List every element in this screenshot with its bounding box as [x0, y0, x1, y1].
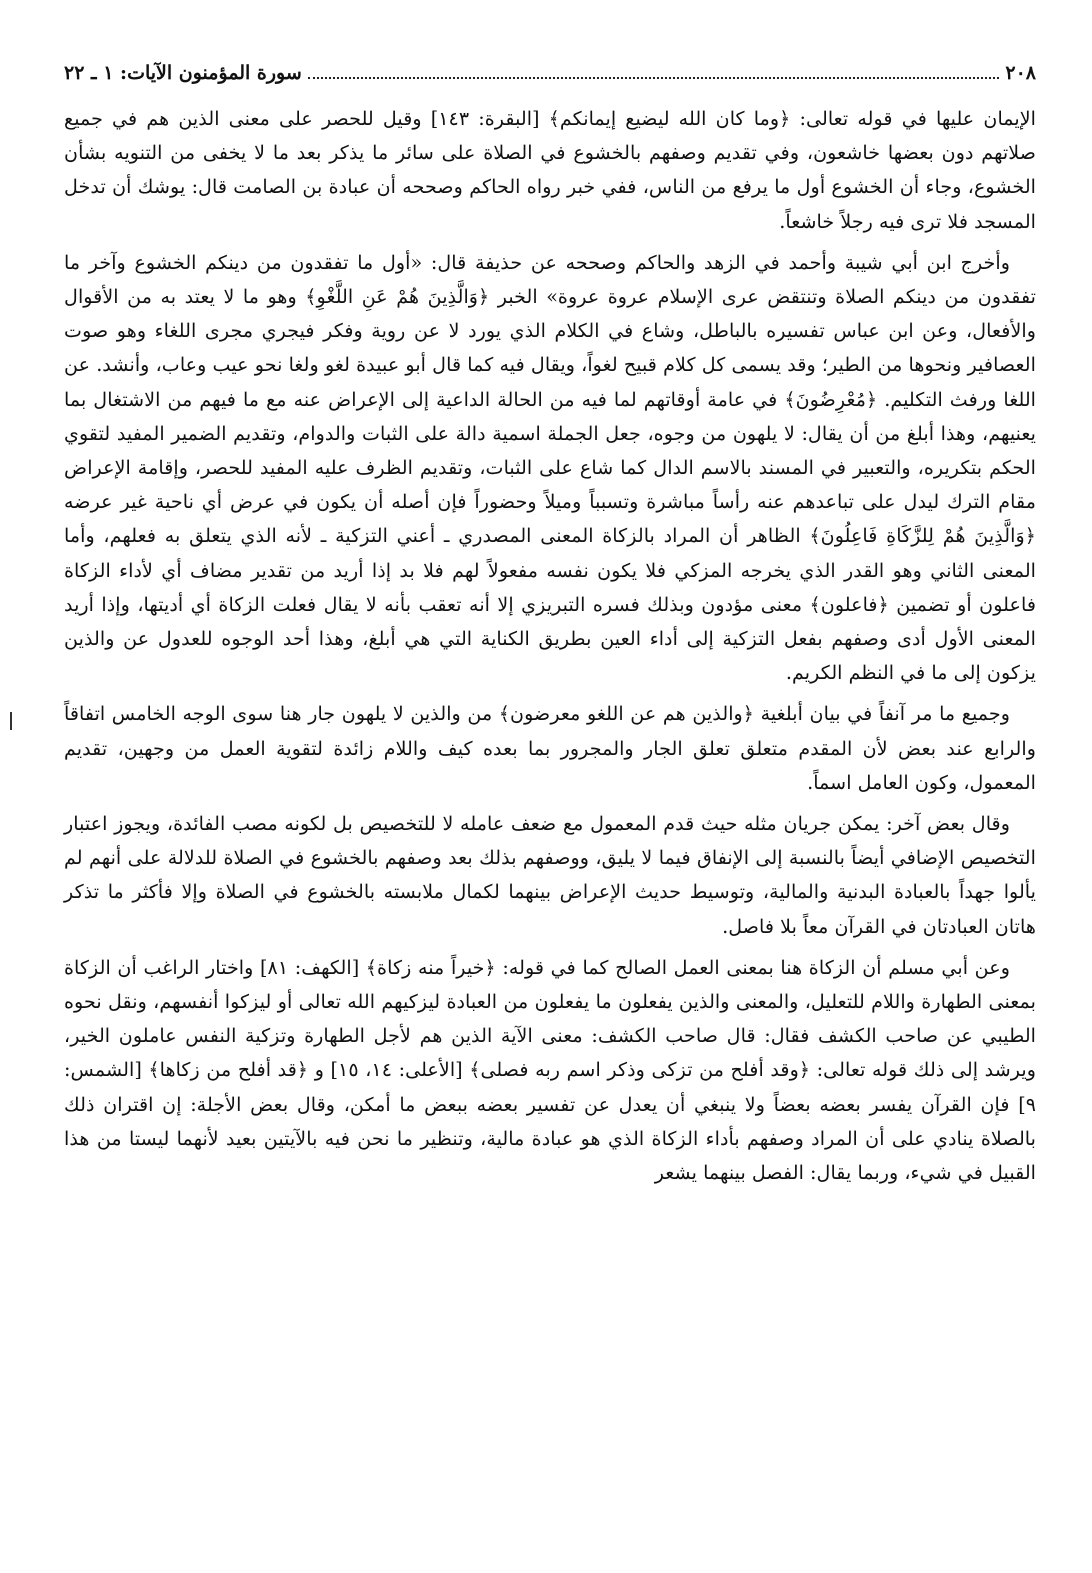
paragraph-3: وجميع ما مر آنفاً في بيان أبلغية ﴿والذين هم عن اللغو معرضون﴾ من والذين لا يلهون جار هنا سوى الوجه الخامس اتفاقاً والرابع عند بعض لأن المقدم متعلق تعلق الجار والمجرور بما بعده كيف واللام زائدة لتقوية العمل من وجهين، تقديم المعمول، وكون العامل اسماً. [64, 702, 1036, 794]
running-title: سورة المؤمنون الآيات: ١ ـ ٢٢ [64, 62, 302, 84]
paragraph-5: وعن أبي مسلم أن الزكاة هنا بمعنى العمل الصالح كما في قوله: ﴿خيراً منه زكاة﴾ [الكهف: ٨١] واختار الراغب أن الزكاة بمعنى الطهارة واللام للتعليل، والمعنى والذين يفعلون ما يفعلون من العبادة ليزكيهم الله تعالى أو ليزكوا أنفسهم، ونقل نحوه الطيبي عن صاحب الكشف فقال: قال صاحب الكشف: معنى الآية الذين هم لأجل الطهارة وتزكية النفس عاملون الخير، ويرشد إلى ذلك قوله تعالى: ﴿وقد أفلح من تزكى وذكر اسم ربه فصلى﴾ [الأعلى: ١٤، ١٥] و ﴿قد أفلح من زكاها﴾ [الشمس: ٩] فإن القرآن يفسر بعضه بعضاً ولا ينبغي أن يعدل عن تفسير بعضه ببعض ما أمكن، وقال بعض الأجلة: إن اقتران ذلك بالصلاة ينادي على أن المراد وصفهم بأداء الزكاة الذي هو عبادة مالية، وتنظير ما نحن فيه بالآيتين بعيد لأنهما ليستا من هذا القبيل في شيء، وربما يقال: الفصل بينهما يشعر [64, 955, 1036, 1185]
margin-mark [10, 712, 12, 730]
paragraph-4: وقال بعض آخر: يمكن جريان مثله حيث قدم المعمول مع ضعف عامله لا للتخصيص بل لكونه مصب الفائدة، ويجوز اعتبار التخصيص الإضافي أيضاً بالنسبة إلى الإنفاق فيما لا يليق، ووصفهم بذلك بعد وصفهم بالخشوع في الصلاة للدلالة على أنهم لم يألوا جهداً بالعبادة البدنية والمالية، وتوسيط حديث الإعراض بينهما لكمال ملابسته بالخشوع في الصلاة وإلا فأكثر ما تذكر هاتان العبادتان في القرآن معاً بلا فاصل. [64, 812, 1036, 938]
running-header [64, 58, 1036, 88]
header-dot-leader [308, 59, 1000, 79]
page-number: ٢٠٨ [1005, 62, 1036, 84]
paragraph-2: وأخرج ابن أبي شيبة وأحمد في الزهد والحاكم وصححه عن حذيفة قال: «أول ما تفقدون من دينكم الخشوع وآخر ما تفقدون من دينكم الصلاة وتنتقض عرى الإسلام عروة عروة» الخبر ﴿وَالَّذِينَ هُمْ عَنِ اللَّغْوِ﴾ وهو ما لا يعتد به من الأقوال والأفعال، وعن ابن عباس تفسيره بالباطل، وشاع في الكلام الذي يورد لا عن روية وفكر فيجري مجرى اللغاء وهو صوت العصافير ونحوها من الطير؛ وقد يسمى كل كلام قبيح لغواً، ويقال فيه كما قال أبو عبيدة لغو ولغا نحو عيب وعاب، وأنشد. عن اللغا ورفث التكليم. ﴿مُعْرِضُونَ﴾ في عامة أوقاتهم لما فيه من الحالة الداعية إلى الإعراض عنه مع ما فيهم من الاشتغال بما يعنيهم، وهذا أبلغ من أن يقال: لا يلهون من وجوه، جعل الجملة اسمية دالة على الثبات والدوام، وتقديم الضمير المفيد لتقوي الحكم بتكريره، والتعبير في المسند بالاسم الدال كما شاع على الثبات، وتقديم الظرف عليه المفيد للحصر، وإقامة الإعراض مقام الترك ليدل على تباعدهم عنه رأساً مباشرة وتسبباً وميلاً وحضوراً فإن أصله أن يكون في عرض أي ناحية غير عرضه ﴿وَالَّذِينَ هُمْ لِلزَّكَاةِ فَاعِلُونَ﴾ الظاهر أن المراد بالزكاة المعنى المصدري ـ أعني التزكية ـ لأنه الذي يتعلق به فعلهم، وأما المعنى الثاني وهو القدر الذي يخرجه المزكي فلا يكون نفسه مفعولاً لهم فلا بد إذا أريد من تقدير مضاف أي لأداء الزكاة فاعلون أو تضمين ﴿فاعلون﴾ معنى مؤدون وبذلك فسره التبريزي إلا أنه تعقب بأنه لا يقال فعلت الزكاة أي أديتها، وإذا أريد المعنى الأول أدى وصفهم بفعل التزكية إلى أداء العين بطريق الكناية التي هي أبلغ، وهذا أحد الوجوه للعدول عن والذين يزكون إلى ما في النظم الكريم. [64, 250, 1036, 685]
paragraph-1: الإيمان عليها في قوله تعالى: ﴿وما كان الله ليضيع إيمانكم﴾ [البقرة: ١٤٣] وقيل للحصر على معنى الذين هم في جميع صلاتهم دون بعضها خاشعون، وفي تقديم وصفهم بالخشوع في الصلاة على سائر ما يذكر بعد ما لا يخفى من التنويه بشأن الخشوع، وجاء أن الخشوع أول ما يرفع من الناس، ففي خبر رواه الحاكم وصححه أن عبادة بن الصامت قال: يوشك أن تدخل المسجد فلا ترى فيه رجلاً خاشعاً. [64, 107, 1037, 233]
